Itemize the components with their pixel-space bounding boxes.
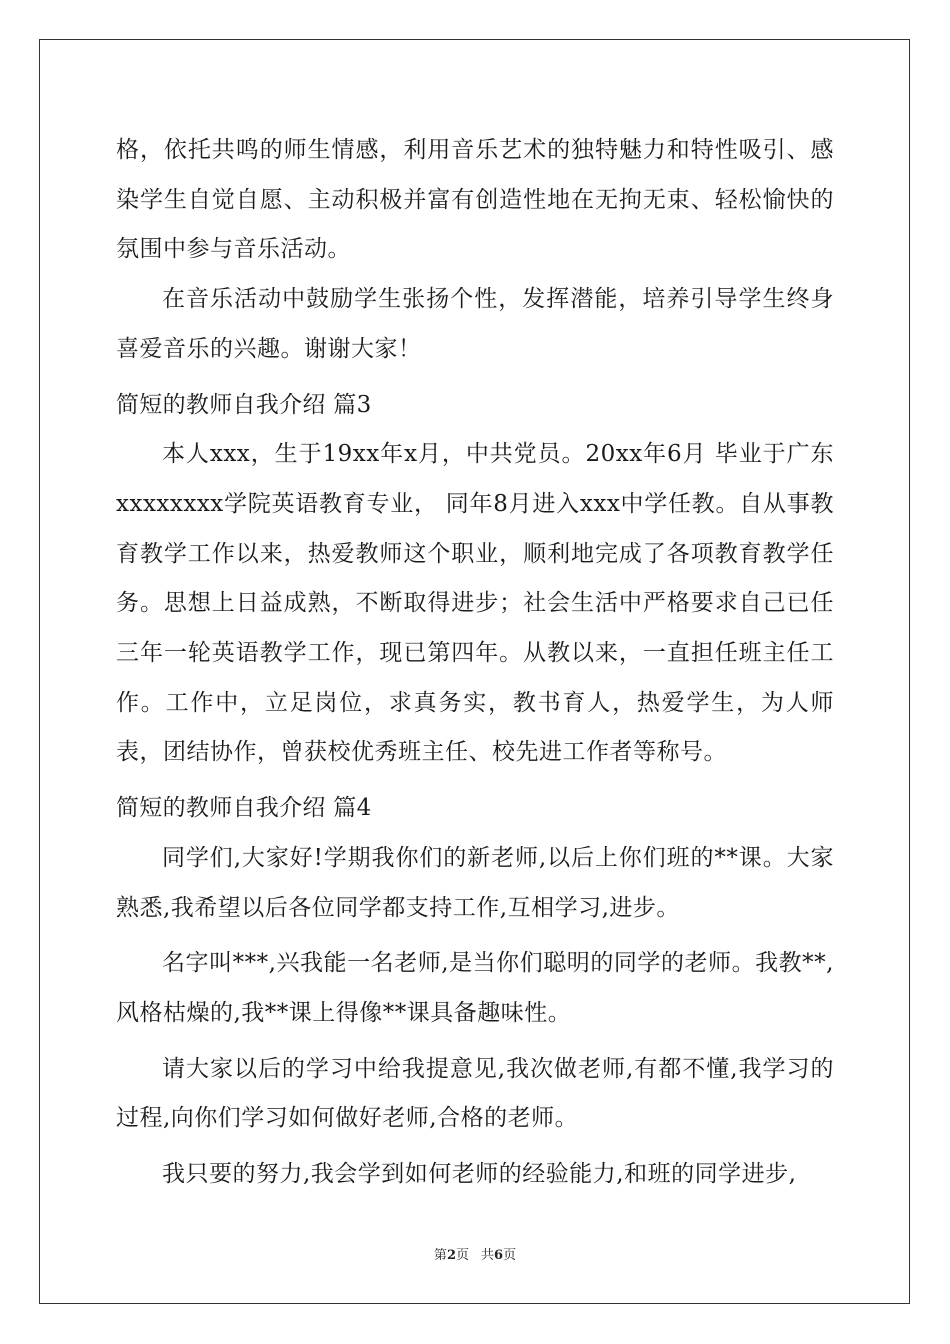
section-heading-4: 简短的教师自我介绍 篇4 bbox=[116, 795, 372, 822]
total-prefix: 共 bbox=[481, 1248, 495, 1263]
paragraph-7: 我只要的努力,我会学到如何老师的经验能力,和班的同学进步, bbox=[162, 1161, 797, 1188]
paragraph-3: 本人xxx，生于19xx年x月，中共党员。20xx年6月 毕业于广东xxxxxxxx学院英语教育专业， 同年8月进入xxx中学任教。自从事教育教学工作以来，热爱教师这个职业，顺利地完成了各项教育教学任务。思想上日益成熟，不断取得进步；社会生活中严格要求自己已任三年一轮英语教学工作，现已第四年。从教以来，一直担任班主任工作。工作中，立足岗位，求真务实，教书育人，热爱学生，为人师表，团结协作，曾获校优秀班主任、校先进工作者等称号。 bbox=[116, 441, 834, 766]
paragraph-2: 在音乐活动中鼓励学生张扬个性，发挥潜能，培养引导学生终身喜爱音乐的兴趣。谢谢大家！ bbox=[116, 286, 834, 362]
page-suffix: 页 bbox=[455, 1248, 469, 1263]
page-total: 6 bbox=[494, 1248, 504, 1263]
paragraph-1: 格，依托共鸣的师生情感，利用音乐艺术的独特魅力和特性吸引、感染学生自觉自愿、主动积极并富有创造性地在无拘无束、轻松愉快的氛围中参与音乐活动。 bbox=[116, 137, 834, 263]
page-footer bbox=[0, 1244, 950, 1263]
section-heading-3: 简短的教师自我介绍 篇3 bbox=[116, 391, 372, 418]
paragraph-6: 请大家以后的学习中给我提意见,我次做老师,有都不懂,我学习的过程,向你们学习如何做好老师,合格的老师。 bbox=[116, 1055, 834, 1132]
paragraph-4: 同学们,大家好!学期我你们的新老师,以后上你们班的**课。大家熟悉,我希望以后各位同学都支持工作,互相学习,进步。 bbox=[116, 844, 834, 921]
paragraph-5: 名字叫***,兴我能一名老师,是当你们聪明的同学的老师。我教**,风格枯燥的,我**课上得像**课具备趣味性。 bbox=[116, 950, 834, 1026]
total-suffix: 页 bbox=[503, 1248, 517, 1263]
page-current: 2 bbox=[446, 1248, 456, 1263]
page-prefix: 第 bbox=[433, 1248, 447, 1263]
document-body bbox=[116, 126, 834, 1200]
